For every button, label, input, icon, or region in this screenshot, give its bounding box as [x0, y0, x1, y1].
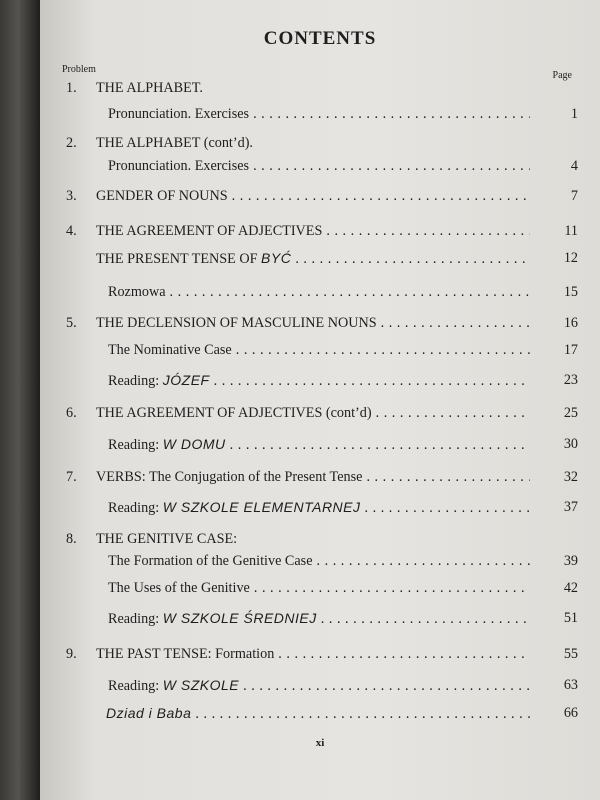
entry-title-italic: W DOMU	[162, 436, 226, 452]
entry-title: THE GENITIVE CASE:	[96, 531, 238, 547]
problem-number: 4.	[66, 223, 77, 239]
page-number: 16	[563, 315, 578, 331]
dot-leader	[243, 678, 530, 695]
entry-title: Reading:	[108, 500, 160, 516]
page-title: CONTENTS	[263, 28, 377, 49]
page-number: 30	[563, 436, 578, 452]
dot-leader	[195, 706, 530, 723]
contents-list	[40, 0, 600, 800]
problem-number: 3.	[66, 188, 77, 204]
page-number: 7	[570, 188, 578, 204]
page-number: 25	[563, 405, 578, 421]
book-spine	[0, 0, 40, 800]
entry-title: The Formation of the Genitive Case	[108, 553, 313, 569]
entry-title: THE PRESENT TENSE OF	[96, 251, 258, 267]
entry-title: Reading:	[108, 678, 160, 694]
toc-entry	[40, 469, 600, 491]
dot-leader	[376, 405, 530, 422]
problem-number: 2.	[66, 135, 77, 151]
toc-entry	[40, 188, 600, 210]
dot-leader	[365, 500, 531, 517]
entry-title: Reading:	[108, 373, 160, 389]
entry-title: THE AGREEMENT OF ADJECTIVES (cont’d)	[96, 405, 372, 421]
entry-title: GENDER OF NOUNS	[96, 188, 228, 204]
book-page	[40, 0, 600, 800]
toc-entry	[40, 315, 600, 337]
entry-title-italic: JÓZEF	[162, 372, 210, 388]
dot-leader	[214, 373, 530, 390]
page-number: 39	[563, 553, 578, 569]
entry-title: The Nominative Case	[108, 342, 232, 358]
toc-entry	[40, 106, 600, 128]
page-number: 63	[563, 677, 578, 693]
dot-leader	[170, 284, 530, 301]
toc-entry	[40, 610, 600, 632]
toc-entry	[40, 646, 600, 668]
page-number: 37	[563, 499, 578, 515]
toc-entry	[40, 405, 600, 427]
entry-title-italic: W SZKOLE ŚREDNIEJ	[162, 610, 317, 626]
page-number: 15	[563, 284, 578, 300]
page-number: 32	[563, 469, 578, 485]
folio-page-number: xi	[315, 737, 325, 749]
toc-entry	[40, 372, 600, 394]
problem-number: 7.	[66, 469, 77, 485]
problem-number: 6.	[66, 405, 77, 421]
toc-entry	[40, 342, 600, 364]
page-number: 12	[563, 250, 578, 266]
entry-title: Rozmowa	[108, 284, 166, 300]
entry-title: THE ALPHABET (cont’d).	[96, 135, 253, 151]
toc-entry	[40, 158, 600, 180]
entry-title: THE DECLENSION OF MASCULINE NOUNS	[96, 315, 377, 331]
problem-number: 9.	[66, 646, 77, 662]
dot-leader	[295, 251, 530, 268]
entry-title: Reading:	[108, 611, 160, 627]
toc-entry	[40, 580, 600, 602]
page-number: 66	[563, 705, 578, 721]
dot-leader	[230, 437, 530, 454]
entry-title-italic: BYĆ	[261, 250, 292, 266]
page-number: 42	[563, 580, 578, 596]
toc-entry	[40, 705, 600, 727]
page-number: 17	[563, 342, 578, 358]
dot-leader	[326, 223, 530, 240]
toc-entry	[40, 553, 600, 575]
problem-number: 8.	[66, 531, 77, 547]
page-number: 11	[564, 223, 578, 239]
problem-number: 1.	[66, 80, 77, 96]
dot-leader	[253, 158, 530, 175]
entry-title: Pronunciation. Exercises	[108, 106, 250, 122]
dot-leader	[253, 106, 530, 123]
toc-entry	[40, 436, 600, 458]
dot-leader	[366, 469, 530, 486]
entry-title: THE ALPHABET.	[96, 80, 203, 96]
page-column-header: Page	[552, 70, 572, 81]
page-number: 55	[563, 646, 578, 662]
page-number: 4	[570, 158, 578, 174]
entry-title-italic: W SZKOLE	[162, 677, 240, 693]
toc-entry	[40, 80, 600, 102]
toc-entry	[40, 531, 600, 553]
page-number: 1	[570, 106, 578, 122]
toc-entry	[40, 499, 600, 521]
toc-entry	[40, 223, 600, 245]
toc-entry	[40, 677, 600, 699]
problem-number: 5.	[66, 315, 77, 331]
dot-leader	[254, 580, 530, 597]
dot-leader	[232, 188, 530, 205]
entry-title-italic: Dziad i Baba	[106, 705, 192, 721]
entry-title: Reading:	[108, 437, 160, 453]
toc-entry	[40, 135, 600, 157]
toc-entry	[40, 250, 600, 272]
dot-leader	[317, 553, 531, 570]
entry-title: VERBS: The Conjugation of the Present Tense	[96, 469, 363, 485]
entry-title: THE AGREEMENT OF ADJECTIVES	[96, 223, 323, 239]
dot-leader	[236, 342, 530, 359]
dot-leader	[278, 646, 530, 663]
dot-leader	[321, 611, 530, 628]
toc-entry	[40, 284, 600, 306]
entry-title-italic: W SZKOLE ELEMENTARNEJ	[162, 499, 361, 515]
page-number: 51	[563, 610, 578, 626]
problem-column-header: Problem	[62, 64, 96, 75]
entry-title: THE PAST TENSE: Formation	[96, 646, 275, 662]
page-number: 23	[563, 372, 578, 388]
dot-leader	[381, 315, 530, 332]
entry-title: The Uses of the Genitive	[108, 580, 250, 596]
entry-title: Pronunciation. Exercises	[108, 158, 250, 174]
